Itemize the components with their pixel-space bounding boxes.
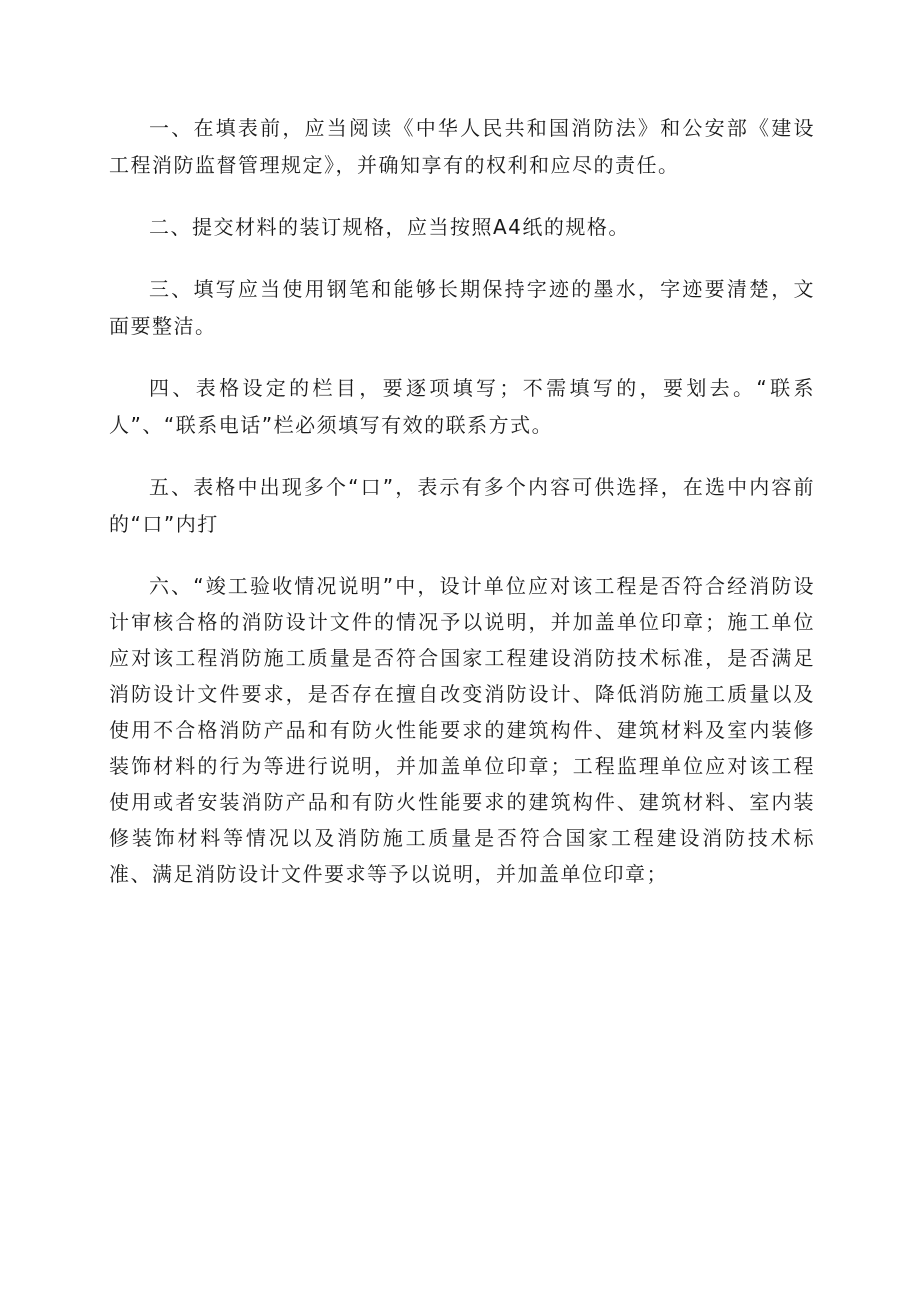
- instruction-paragraph-1: 一、在填表前，应当阅读《中华人民共和国消防法》和公安部《建设工程消防监督管理规定》，并确知享有的权利和应尽的责任。: [109, 116, 815, 177]
- instruction-paragraph-3: 三、填写应当使用钢笔和能够长期保持字迹的墨水，字迹要清楚，文面要整洁。: [109, 277, 815, 338]
- instruction-paragraph-6: 六、“竣工验收情况说明”中，设计单位应对该工程是否符合经消防设计审核合格的消防设计文件的情况予以说明，并加盖单位印章；施工单位应对该工程消防施工质量是否符合国家工程建设消防技术标准，是否满足消防设计文件要求，是否存在擅自改变消防设计、降低消防施工质量以及使用不合格消防产品和有防火性能要求的建筑构件、建筑材料及室内装修装饰材料的行为等进行说明，并加盖单位印章；工程监理单位应对该工程使用或者安装消防产品和有防火性能要求的建筑构件、建筑材料、室内装修装饰材料等情况以及消防施工质量是否符合国家工程建设消防技术标准、满足消防设计文件要求等予以说明，并加盖单位印章；: [109, 574, 815, 886]
- instruction-paragraph-4: 四、表格设定的栏目，要逐项填写；不需填写的，要划去。“联系人”、“联系电话”栏必须填写有效的联系方式。: [109, 376, 815, 437]
- instruction-paragraph-5: 五、表格中出现多个“口”，表示有多个内容可供选择，在选中内容前的“口”内打: [109, 475, 815, 536]
- instruction-paragraph-2: 二、提交材料的装订规格，应当按照A4纸的规格。: [149, 215, 630, 239]
- instructions-body: [109, 110, 815, 917]
